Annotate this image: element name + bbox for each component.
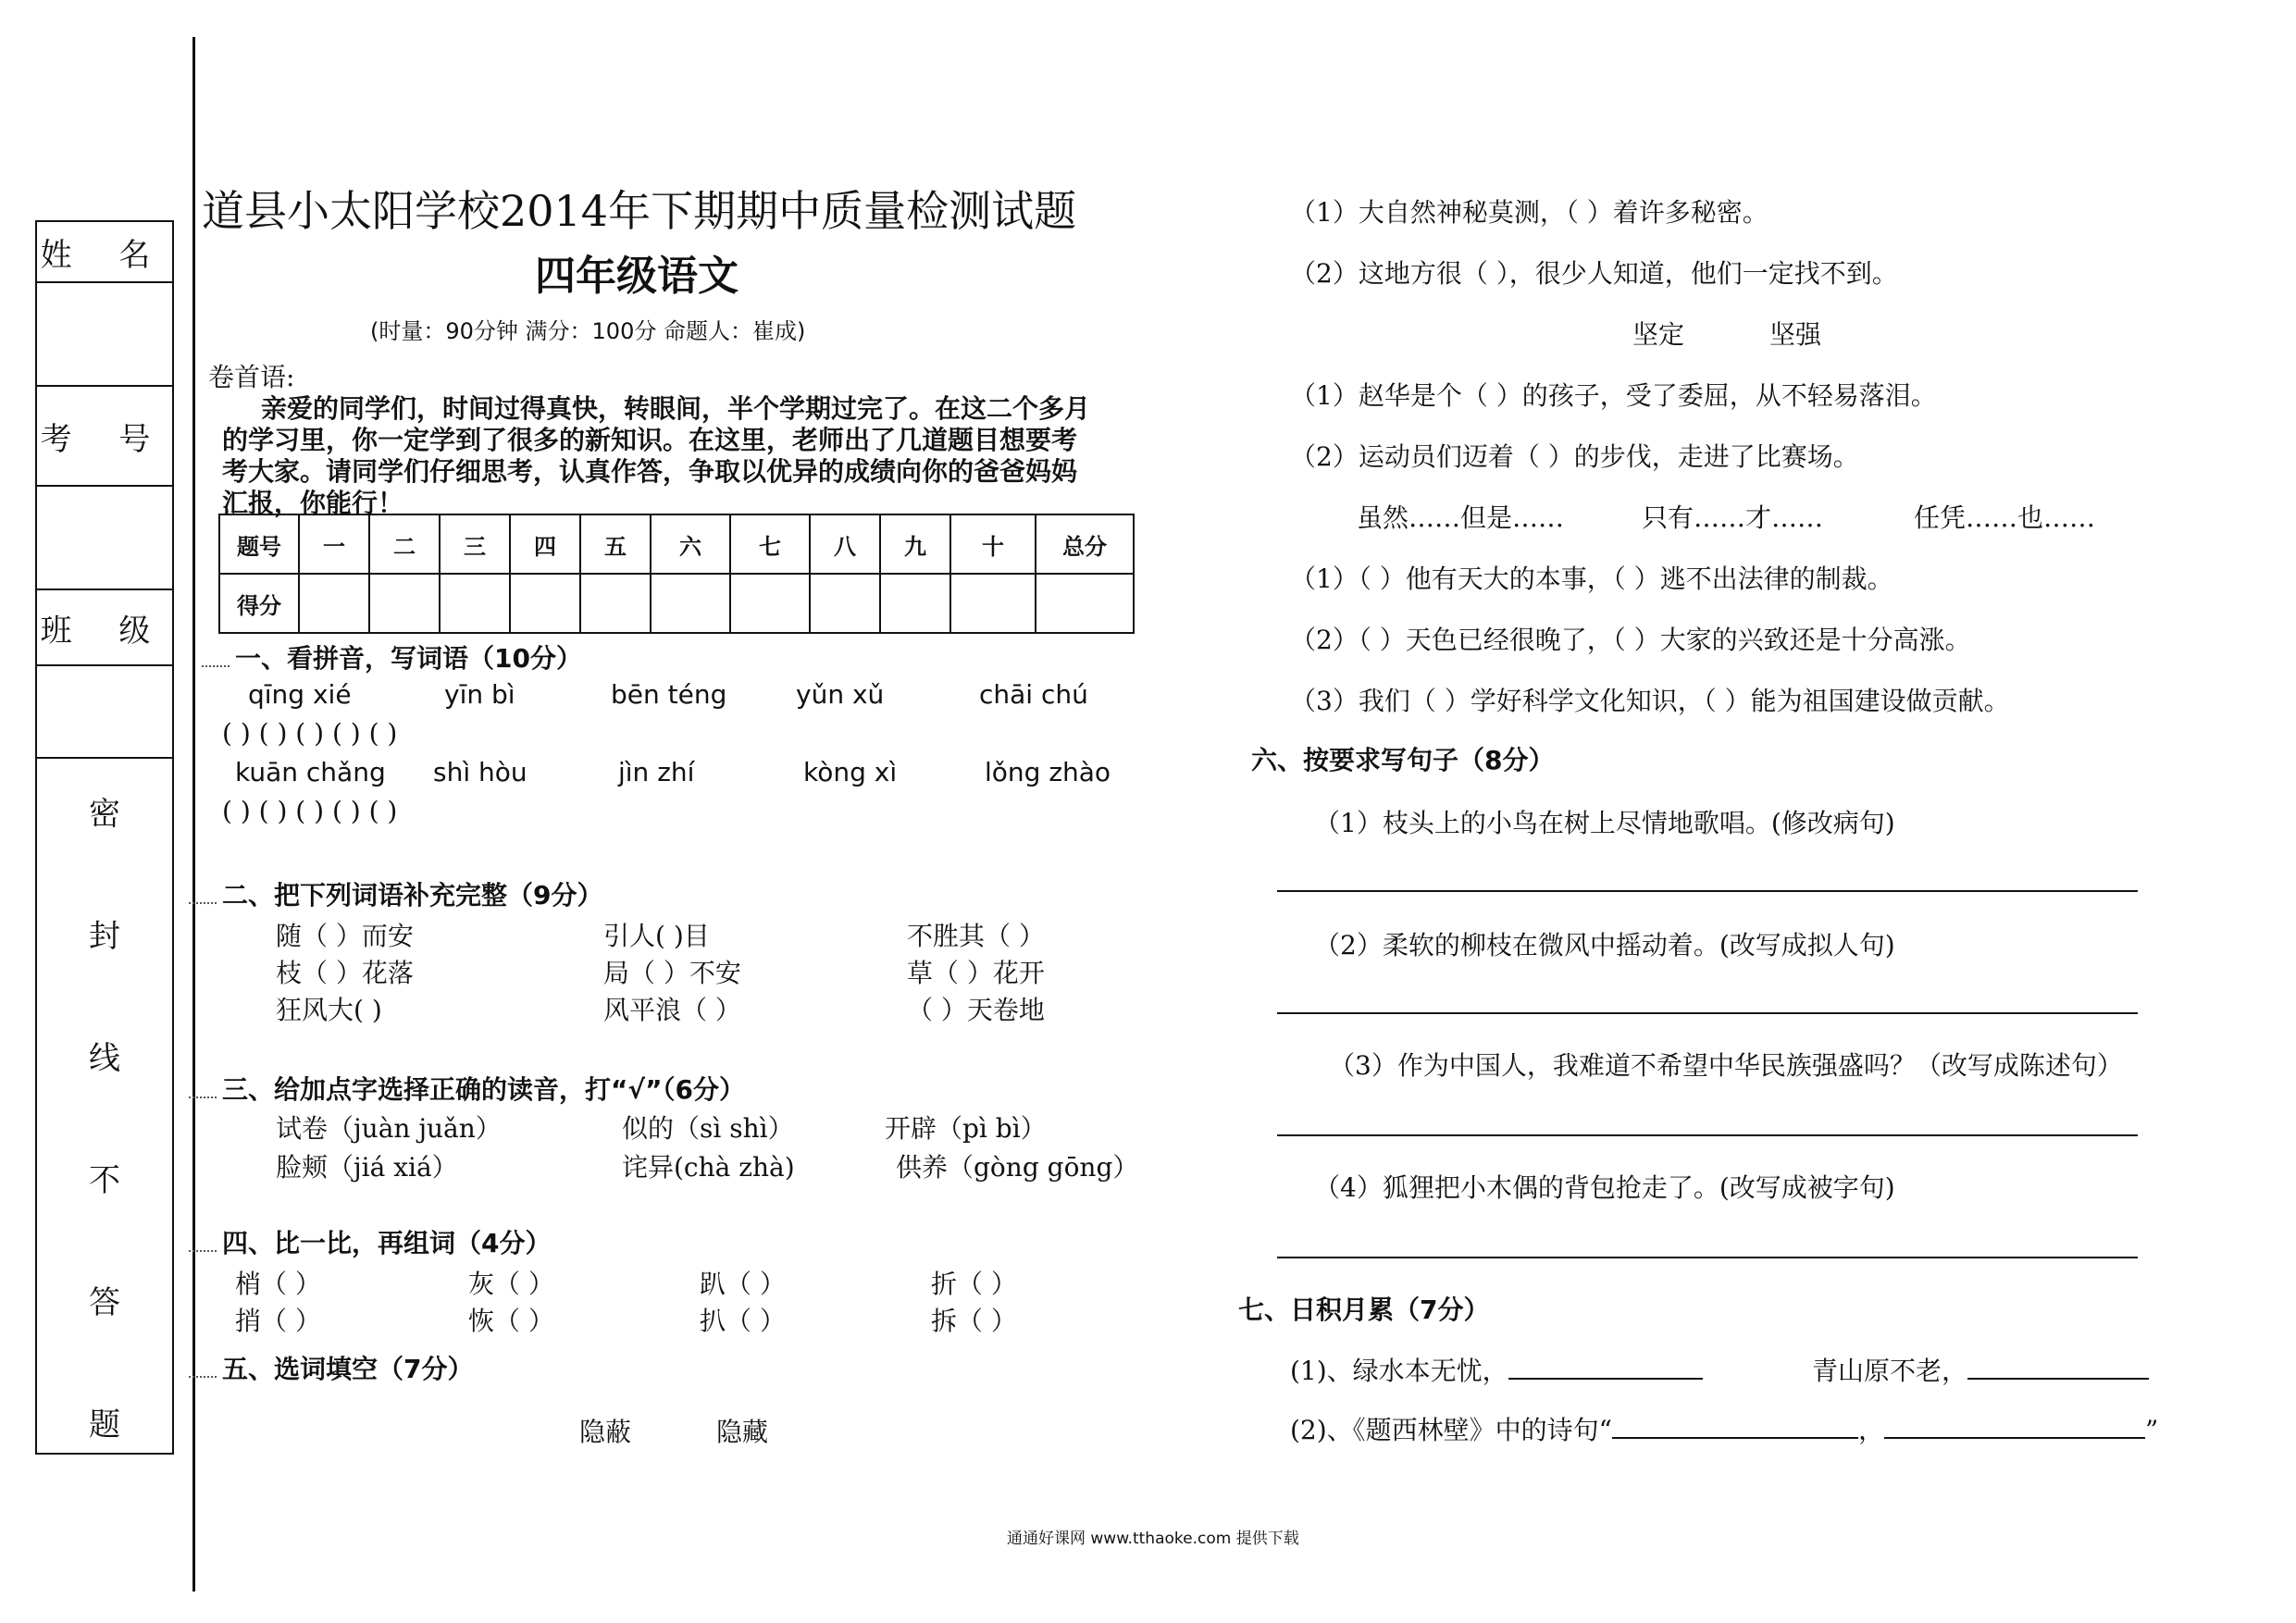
compare-item[interactable]: 恢（ ） — [468, 1306, 554, 1336]
reading-item[interactable]: 脸颊（jiá xiá） — [276, 1152, 458, 1183]
poem-blank[interactable] — [1884, 1437, 2145, 1439]
fill-question[interactable]: （1）（ ）他有天大的本事，（ ）逃不出法律的制裁。 — [1290, 564, 1893, 594]
exam-id-field[interactable] — [37, 487, 172, 590]
score-header-cell: 三 — [440, 514, 510, 574]
section-6-heading: 六、按要求写句子（8分） — [1251, 745, 1555, 775]
reading-item[interactable]: 试卷（juàn juǎn） — [276, 1113, 502, 1144]
fill-question[interactable]: （2）运动员们迈着（ ）的步伐，走进了比赛场。 — [1290, 441, 1859, 472]
idiom-item[interactable]: 不胜其（ ） — [907, 921, 1045, 951]
section-1-heading: 一、看拼音，写词语（10分） — [202, 638, 582, 675]
seal-char: 答 — [89, 1284, 120, 1321]
score-cell[interactable] — [880, 574, 950, 633]
reading-item[interactable]: 开辟（pì bì） — [885, 1113, 1047, 1144]
preface-label: 卷首语: — [208, 362, 295, 392]
preface-line: 考大家。请同学们仔细思考，认真作答，争取以优异的成绩向你的爸爸妈妈 — [222, 456, 1078, 487]
seal-char: 封 — [89, 918, 120, 955]
answer-parens[interactable]: ( ) ( ) ( ) ( ) ( ) — [222, 718, 398, 749]
score-header-cell: 六 — [651, 514, 730, 574]
score-header-cell: 八 — [810, 514, 880, 574]
score-header-cell: 总分 — [1036, 514, 1134, 574]
rewrite-item: （2）柔软的柳枝在微风中摇动着。(改写成拟人句) — [1314, 930, 1895, 960]
pinyin: lǒng zhào — [985, 757, 1111, 787]
score-cell[interactable] — [580, 574, 651, 633]
score-header-cell: 九 — [880, 514, 950, 574]
idiom-item[interactable]: 枝（ ）花落 — [276, 958, 414, 988]
pinyin: yǔn xǔ — [796, 679, 885, 710]
fill-question[interactable]: （2）（ ）天色已经很晚了，（ ）大家的兴致还是十分高涨。 — [1290, 625, 1971, 655]
word-choice: 虽然……但是…… — [1357, 502, 1565, 533]
compare-item[interactable]: 梢（ ） — [235, 1269, 321, 1299]
answer-line[interactable] — [1277, 890, 2138, 892]
pinyin: kòng xì — [803, 757, 898, 787]
idiom-item[interactable]: 局（ ）不安 — [603, 958, 741, 988]
name-label: 姓 名 — [37, 222, 172, 283]
class-field[interactable] — [37, 666, 172, 759]
fill-question[interactable]: （2）这地方很（ ），很少人知道，他们一定找不到。 — [1290, 258, 1898, 289]
pinyin: jìn zhí — [618, 757, 695, 787]
score-table — [218, 514, 1135, 634]
preface-line: 的学习里，你一定学到了很多的新知识。在这里，老师出了几道题目想要考 — [222, 425, 1078, 455]
pinyin: yīn bì — [444, 679, 515, 710]
rewrite-item: （1）枝头上的小鸟在树上尽情地歌唱。(修改病句) — [1314, 808, 1895, 838]
score-header-cell: 十 — [950, 514, 1036, 574]
compare-item[interactable]: 扒（ ） — [700, 1306, 786, 1336]
pinyin: chāi chú — [979, 679, 1088, 710]
word-choice: 坚定 — [1632, 319, 1685, 350]
preface-line: 亲爱的同学们，时间过得真快，转眼间，半个学期过完了。在这二个多月 — [261, 393, 1091, 424]
exam-id-label: 考 号 — [37, 387, 172, 487]
reading-item[interactable]: 供养（gòng gōng） — [896, 1152, 1139, 1183]
binding-margin — [35, 220, 174, 1455]
footer-source: 通通好课网 www.tthaoke.com 提供下载 — [1007, 1530, 1299, 1548]
score-header-cell: 四 — [510, 514, 580, 574]
rewrite-item: （3）作为中国人，我难道不希望中华民族强盛吗？（改写成陈述句） — [1329, 1050, 2123, 1081]
score-header-cell: 一 — [299, 514, 369, 574]
word-choice: 隐藏 — [716, 1417, 769, 1447]
answer-line[interactable] — [1277, 1134, 2138, 1136]
score-cell[interactable] — [299, 574, 369, 633]
compare-item[interactable]: 捎（ ） — [235, 1306, 321, 1336]
poem-quote-end: ” — [2145, 1415, 2159, 1445]
class-label: 班 级 — [37, 590, 172, 666]
score-cell[interactable] — [369, 574, 440, 633]
compare-item[interactable]: 拆（ ） — [931, 1306, 1017, 1336]
score-header-row — [219, 514, 1134, 574]
word-choice: 坚强 — [1769, 319, 1822, 350]
answer-line[interactable] — [1277, 1012, 2138, 1014]
poem-blank[interactable] — [1612, 1437, 1858, 1439]
score-cell[interactable] — [810, 574, 880, 633]
section-3-heading: 三、给加点字选择正确的读音，打“√”（6分） — [189, 1070, 745, 1107]
score-header-cell: 七 — [730, 514, 810, 574]
poem-line-1b — [1812, 1351, 2149, 1388]
compare-item[interactable]: 折（ ） — [931, 1269, 1017, 1299]
exam-info: (时量：90分钟 满分：100分 命题人：崔成) — [370, 318, 806, 344]
score-cell[interactable] — [950, 574, 1036, 633]
score-row — [219, 574, 1134, 633]
score-cell[interactable] — [1036, 574, 1134, 633]
section-4-heading: 四、比一比，再组词（4分） — [189, 1223, 551, 1260]
idiom-item[interactable]: 风平浪（ ） — [603, 995, 741, 1025]
fill-question[interactable]: （3）我们（ ）学好科学文化知识，（ ）能为祖国建设做贡献。 — [1290, 686, 2010, 716]
section-5-heading: 五、选词填空（7分） — [189, 1349, 473, 1386]
rewrite-item: （4）狐狸把小木偶的背包抢走了。(改写成被字句) — [1314, 1172, 1895, 1203]
score-cell[interactable] — [730, 574, 810, 633]
poem-prompt: (1)、绿水本无忧， — [1290, 1356, 1508, 1386]
idiom-item[interactable]: 引人( )目 — [603, 921, 710, 951]
poem-prompt: (2)、《题西林壁》中的诗句“ — [1290, 1415, 1612, 1445]
fill-question[interactable]: （1）赵华是个（ ）的孩子，受了委屈，从不轻易落泪。 — [1290, 380, 1937, 411]
idiom-item[interactable]: 随（ ）而安 — [276, 921, 414, 951]
poem-line-1 — [1290, 1351, 1703, 1388]
word-choice: 隐蔽 — [579, 1417, 632, 1447]
score-header-cell: 五 — [580, 514, 651, 574]
score-row-label: 得分 — [219, 574, 299, 633]
seal-char: 线 — [89, 1040, 120, 1077]
poem-separator: ， — [1857, 1415, 1884, 1445]
word-choice: 任凭……也…… — [1914, 502, 2096, 533]
seal-char: 密 — [89, 796, 120, 833]
poem-prompt: 青山原不老， — [1812, 1356, 1968, 1386]
pinyin: kuān chǎng — [235, 757, 386, 787]
poem-blank[interactable] — [1508, 1378, 1703, 1380]
compare-item[interactable]: 趴（ ） — [700, 1269, 786, 1299]
seal-char: 题 — [89, 1406, 120, 1443]
exam-title: 道县小太阳学校2014年下期期中质量检测试题 — [202, 186, 1077, 236]
pinyin: qīng xié — [248, 679, 352, 710]
name-field[interactable] — [37, 283, 172, 387]
exam-subtitle: 四年级语文 — [535, 253, 738, 300]
score-cell[interactable] — [651, 574, 730, 633]
idiom-item[interactable]: （ ）天卷地 — [907, 995, 1045, 1025]
answer-parens[interactable]: ( ) ( ) ( ) ( ) ( ) — [222, 796, 398, 826]
pinyin: bēn téng — [611, 679, 727, 710]
score-cell[interactable] — [440, 574, 510, 633]
score-header-cell: 二 — [369, 514, 440, 574]
seal-char: 不 — [89, 1162, 120, 1199]
pinyin: shì hòu — [433, 757, 527, 787]
compare-item[interactable]: 灰（ ） — [468, 1269, 554, 1299]
section-2-heading: 二、把下列词语补充完整（9分） — [189, 875, 602, 912]
score-header-cell: 题号 — [219, 514, 299, 574]
idiom-item[interactable]: 草（ ）花开 — [907, 958, 1045, 988]
poem-line-2 — [1290, 1410, 2158, 1447]
word-choice: 只有……才…… — [1642, 502, 1824, 533]
score-cell[interactable] — [510, 574, 580, 633]
reading-item[interactable]: 似的（sì shì） — [622, 1113, 794, 1144]
idiom-item[interactable]: 狂风大( ) — [276, 995, 382, 1025]
section-7-heading: 七、日积月累（7分） — [1238, 1295, 1490, 1325]
fill-question[interactable]: （1）大自然神秘莫测，（ ）着许多秘密。 — [1290, 197, 1769, 228]
reading-item[interactable]: 诧异(chà zhà) — [622, 1152, 795, 1183]
preface-line: 汇报，你能行！ — [222, 488, 404, 518]
answer-line[interactable] — [1277, 1257, 2138, 1258]
poem-blank[interactable] — [1967, 1378, 2149, 1380]
